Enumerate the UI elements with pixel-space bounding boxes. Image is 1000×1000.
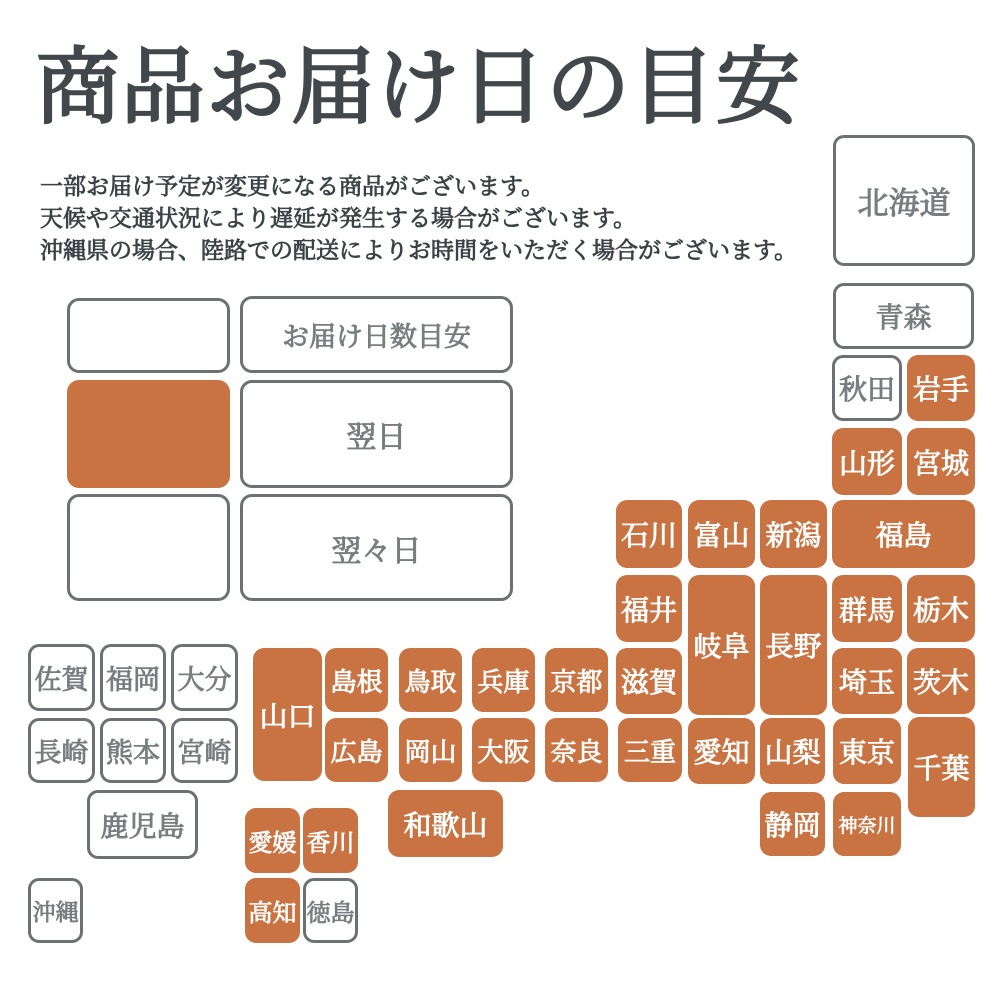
prefecture-box (472, 648, 535, 712)
page-title: 商品お届け日の目安 (36, 40, 802, 134)
prefecture-box (907, 648, 975, 714)
prefecture-box (245, 808, 300, 873)
prefecture-box (616, 500, 682, 568)
prefecture-label: 愛媛 (248, 830, 297, 857)
prefecture-box (388, 790, 503, 857)
prefecture-label: 和歌山 (403, 809, 488, 841)
prefecture-label: 長崎 (34, 738, 89, 768)
prefecture-label: 鹿児島 (100, 810, 185, 842)
prefecture-box (399, 718, 462, 782)
prefecture-box (28, 878, 83, 943)
prefecture-box (171, 644, 238, 711)
prefecture-box (908, 717, 975, 817)
prefecture-label: 山梨 (764, 737, 821, 768)
prefecture-box (171, 718, 238, 783)
prefecture-label: 愛知 (693, 737, 750, 768)
prefecture-label: 埼玉 (838, 667, 895, 698)
prefecture-label: 北海道 (857, 186, 951, 221)
prefecture-label: 山形 (838, 447, 895, 479)
prefecture-box (100, 644, 166, 711)
prefecture-label: 京都 (550, 666, 603, 697)
prefecture-label: 青森 (875, 302, 932, 333)
prefecture-label: 東京 (838, 737, 895, 768)
prefecture-box (833, 718, 901, 784)
prefecture-label: 神奈川 (838, 815, 896, 837)
prefecture-box (100, 718, 166, 783)
prefecture-label: 高知 (248, 900, 297, 927)
prefecture-box (28, 718, 95, 783)
prefecture-box (28, 644, 95, 711)
prefecture-box (87, 790, 198, 859)
prefecture-label: 三重 (623, 736, 676, 767)
prefecture-label: 岩手 (912, 374, 969, 405)
prefecture-box (688, 500, 755, 568)
prefecture-box (832, 355, 902, 421)
prefecture-box (833, 283, 974, 349)
prefecture-label: 石川 (620, 520, 677, 551)
prefecture-label: 山口 (259, 700, 316, 732)
prefecture-label: 島根 (330, 666, 383, 697)
prefecture-box (303, 878, 358, 943)
prefecture-label: 宮城 (912, 447, 969, 479)
note-line: 一部お届け予定が変更になる商品がございます。 (40, 173, 545, 199)
prefecture-box (472, 718, 535, 782)
prefecture-box (760, 718, 825, 784)
prefecture-label: 栃木 (912, 594, 969, 626)
prefecture-label: 大阪 (477, 736, 530, 767)
prefecture-box (325, 648, 388, 712)
prefecture-label: 徳島 (306, 900, 355, 927)
prefecture-label: 沖縄 (32, 899, 79, 925)
prefecture-label: 広島 (330, 736, 383, 767)
prefecture-label: 福井 (620, 594, 677, 626)
prefecture-box (832, 428, 902, 495)
prefecture-label: 鳥取 (404, 666, 457, 697)
prefecture-label: 群馬 (838, 594, 895, 626)
prefecture-label: 佐賀 (34, 665, 89, 695)
legend-label-two-days: 翌々日 (240, 494, 513, 601)
prefecture-label: 長野 (765, 631, 822, 662)
prefecture-box (303, 808, 358, 873)
prefecture-box (325, 718, 388, 782)
legend-label-next-day: 翌日 (240, 380, 513, 488)
legend-header-label: お届け日数目安 (240, 296, 513, 373)
prefecture-label: 福岡 (106, 665, 160, 695)
note-line: 天候や交通状況により遅延が発生する場合がございます。 (40, 205, 637, 231)
prefecture-box (833, 792, 901, 856)
prefecture-box (760, 500, 827, 568)
prefecture-box (760, 792, 825, 856)
prefecture-box (545, 648, 608, 712)
prefecture-label: 大分 (177, 665, 232, 695)
legend-swatch-two-days (67, 494, 230, 601)
prefecture-label: 岡山 (404, 736, 457, 767)
delivery-notes (40, 170, 797, 266)
prefecture-label: 宮崎 (177, 738, 232, 768)
prefecture-box (688, 575, 755, 715)
prefecture-box (245, 878, 300, 943)
prefecture-box (832, 575, 902, 642)
prefecture-label: 奈良 (550, 736, 603, 767)
prefecture-box (833, 135, 975, 266)
prefecture-label: 静岡 (764, 810, 821, 841)
prefecture-box (760, 575, 827, 715)
prefecture-label: 茨木 (912, 667, 969, 698)
prefecture-box (616, 648, 682, 714)
prefecture-box (832, 648, 902, 714)
prefecture-label: 岐阜 (693, 631, 750, 662)
prefecture-box (907, 355, 975, 421)
prefecture-label: 福島 (875, 520, 932, 551)
prefecture-label: 香川 (306, 830, 355, 857)
legend-header-swatch (67, 298, 230, 373)
prefecture-box (399, 648, 462, 712)
prefecture-box (253, 648, 322, 781)
prefecture-box (832, 500, 975, 568)
prefecture-box (616, 575, 682, 642)
prefecture-box (907, 428, 975, 495)
prefecture-label: 新潟 (765, 520, 822, 551)
prefecture-label: 兵庫 (477, 666, 530, 697)
prefecture-box (618, 718, 682, 782)
note-line: 沖縄県の場合、陸路での配送によりお時間をいただく場合がございます。 (40, 237, 798, 263)
legend-swatch-next-day (67, 380, 230, 488)
prefecture-label: 富山 (693, 520, 750, 551)
prefecture-box (688, 718, 755, 784)
prefecture-label: 滋賀 (620, 667, 677, 698)
prefecture-label: 千葉 (913, 753, 970, 784)
prefecture-label: 秋田 (838, 374, 895, 405)
prefecture-label: 熊本 (106, 738, 160, 768)
prefecture-box (907, 575, 975, 642)
prefecture-box (545, 718, 608, 782)
